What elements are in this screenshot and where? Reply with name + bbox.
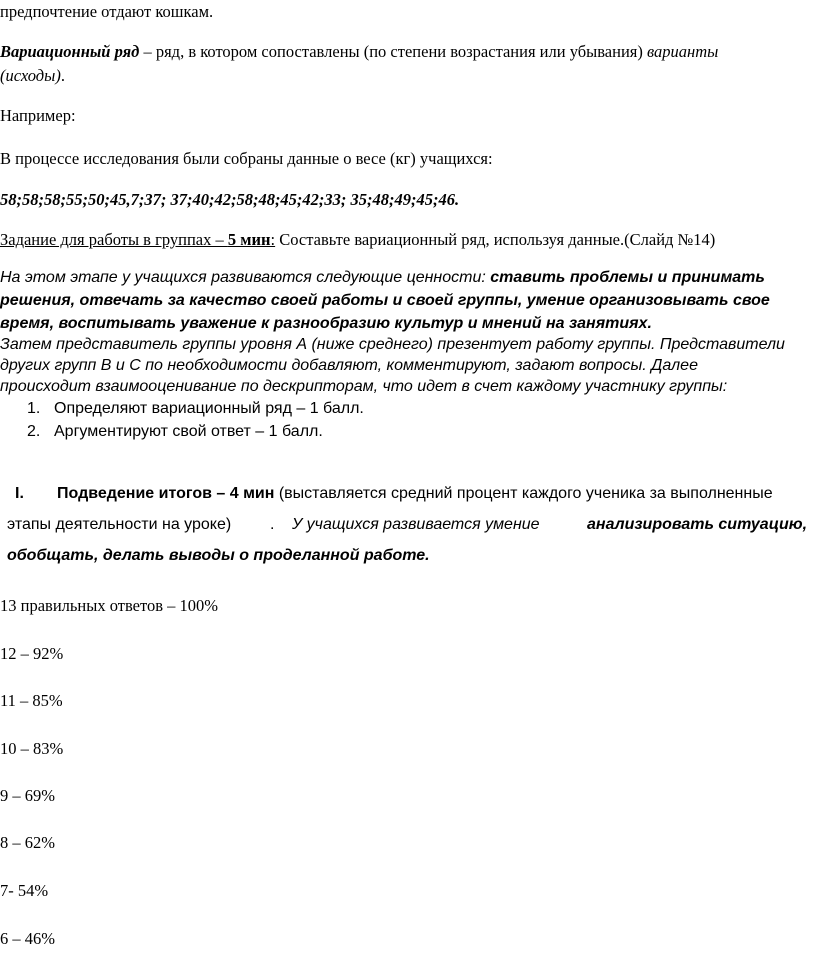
criteria-text: Аргументируют свой ответ – 1 балл. xyxy=(54,423,323,440)
grade-line: 7- 54% xyxy=(0,881,49,900)
summary-rest-1: (выставляется средний процент каждого ученика за выполненные xyxy=(274,485,773,502)
definition-text: – ряд, в котором сопоставлены (по степени возрастания или убывания) xyxy=(139,42,647,61)
summary-bold-italic-1: анализировать ситуацию, xyxy=(587,516,808,533)
data-values: 58;58;58;55;50;45,7;37; 37;40;42;58;48;45;42;33; 35;48;49;45;46. xyxy=(0,190,460,209)
task-duration: 5 мин xyxy=(227,230,271,249)
research-line: В процессе исследования были собраны данные о весе (кг) учащихся: xyxy=(0,149,493,168)
summary-line-1 xyxy=(15,484,773,503)
grade-line: 10 – 83% xyxy=(0,739,64,758)
values-line-3: время, воспитывать уважение к разнообразию культур и мнений на занятиях. xyxy=(0,315,652,332)
grade-line: 6 – 46% xyxy=(0,929,55,948)
values-line-5: других групп В и С по необходимости добавляют, комментируют, задают вопросы. Далее xyxy=(0,357,698,374)
values-line-2: решения, отвечать за качество своей работы и своей группы, умение организовывать свое xyxy=(0,292,770,309)
task-line xyxy=(0,230,715,250)
grade-line: 9 – 69% xyxy=(0,786,55,805)
example-label: Например: xyxy=(0,106,76,125)
summary-rest-2: этапы деятельности на уроке) xyxy=(7,516,232,533)
summary-title: Подведение итогов – 4 мин xyxy=(57,485,275,502)
task-instruction: Составьте вариационный ряд, используя данные.(Слайд №14) xyxy=(275,230,716,249)
summary-line-2 xyxy=(7,515,231,534)
definition-term: Вариационный ряд xyxy=(0,42,140,61)
definition-dot: . xyxy=(60,66,65,85)
definition-italic-tail-2: (исходы) xyxy=(0,66,61,85)
definition-line-2 xyxy=(0,66,65,86)
summary-bold-italic-2: обобщать, делать выводы о проделанной работе. xyxy=(7,547,430,564)
summary-roman-numeral: I. xyxy=(15,485,24,502)
grade-line: 13 правильных ответов – 100% xyxy=(0,596,218,615)
previous-paragraph-line: предпочтение отдают кошкам. xyxy=(0,2,214,21)
criteria-item-1 xyxy=(27,399,364,418)
grade-line: 12 – 92% xyxy=(0,644,64,663)
task-underlined-label: Задание для работы в группах – xyxy=(0,230,228,249)
task-colon: : xyxy=(270,230,276,249)
definition-italic-tail: варианты xyxy=(646,42,719,61)
criteria-text: Определяют вариационный ряд – 1 балл. xyxy=(54,400,364,417)
values-line-6: происходит взаимооценивание по дескрипторам, что идет в счет каждому участнику группы: xyxy=(0,378,728,395)
summary-dot: . xyxy=(270,516,275,533)
criteria-number: 2. xyxy=(27,423,41,440)
definition-line-1 xyxy=(0,42,718,62)
values-lead: На этом этапе у учащихся развиваются следующие ценности: xyxy=(0,269,491,286)
values-line-4: Затем представитель группы уровня А (ниже среднего) презентует работу группы. Представители xyxy=(0,336,785,353)
values-line-1 xyxy=(0,268,765,287)
summary-italic: У учащихся развивается умение xyxy=(292,516,540,533)
grade-line: 11 – 85% xyxy=(0,691,63,710)
criteria-item-2 xyxy=(27,422,323,441)
criteria-number: 1. xyxy=(27,400,41,417)
values-bold-1: ставить проблемы и принимать xyxy=(490,269,765,286)
grade-line: 8 – 62% xyxy=(0,833,55,852)
